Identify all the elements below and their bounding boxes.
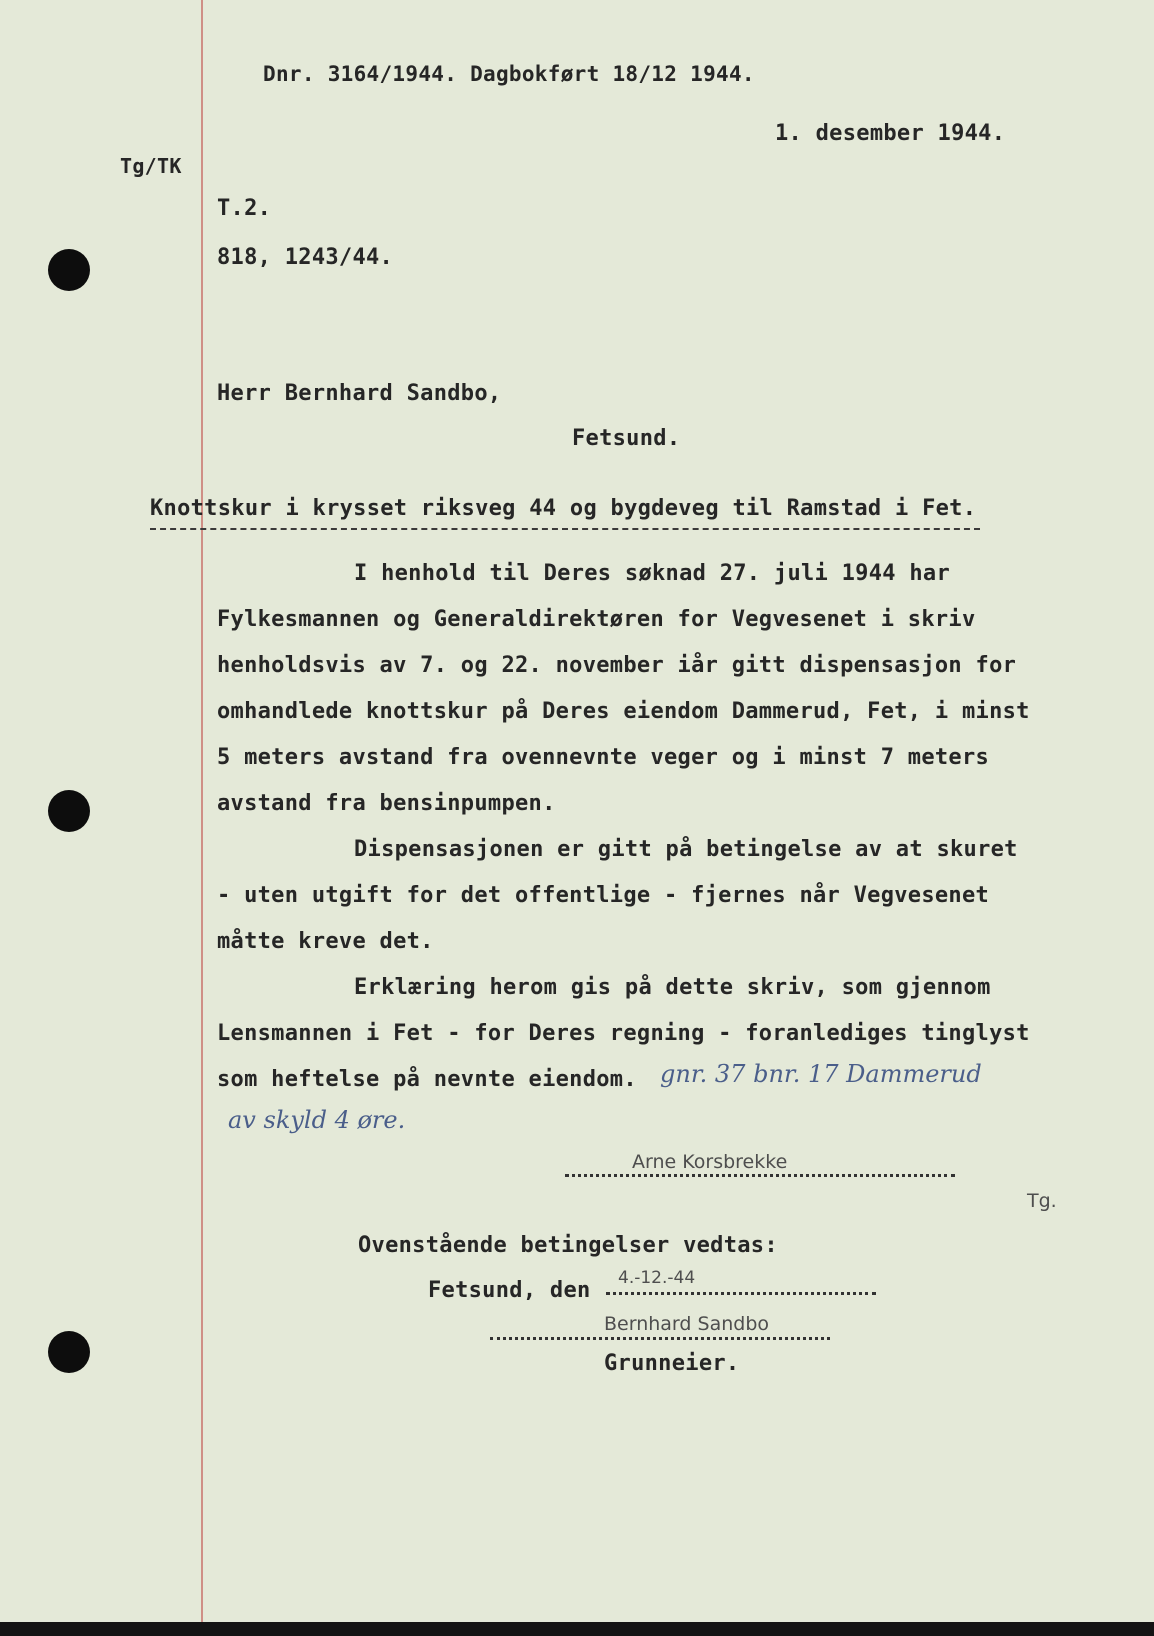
punch-hole-middle bbox=[48, 790, 90, 832]
body-line: som heftelse på nevnte eiendom. bbox=[217, 1067, 637, 1092]
landowner-name: Bernhard Sandbo bbox=[604, 1313, 769, 1335]
subject-underline bbox=[150, 528, 980, 530]
signatory-name: Arne Korsbrekke bbox=[632, 1151, 788, 1173]
body-line: - uten utgift for det offentlige - fjernes når Vegvesenet bbox=[217, 883, 990, 908]
body-line: henholdsvis av 7. og 22. november iår gitt dispensasjon for bbox=[217, 653, 1017, 678]
body-line: 5 meters avstand fra ovennevnte veger og i minst 7 meters bbox=[217, 745, 990, 770]
handwritten-note-line-2: av skyld 4 øre. bbox=[228, 1106, 406, 1134]
acceptance-date-value: 4.-12.-44 bbox=[618, 1268, 696, 1288]
recipient-name: Herr Bernhard Sandbo, bbox=[217, 381, 502, 406]
margin-rule bbox=[201, 0, 203, 1636]
place-date-prefix: Fetsund, den bbox=[428, 1278, 591, 1303]
body-line: omhandlede knottskur på Deres eiendom Dammerud, Fet, i minst bbox=[217, 699, 1030, 724]
landowner-dotted-line bbox=[490, 1337, 830, 1340]
body-line: Lensmannen i Fet - for Deres regning - foranlediges tinglyst bbox=[217, 1021, 1030, 1046]
reference-1: T.2. bbox=[217, 196, 272, 221]
punch-hole-bottom bbox=[48, 1331, 90, 1373]
date-dotted-line bbox=[606, 1292, 876, 1295]
body-line: Dispensasjonen er gitt på betingelse av at skuret bbox=[354, 837, 1018, 862]
body-line: måtte kreve det. bbox=[217, 929, 434, 954]
signature-dotted-line bbox=[565, 1174, 955, 1177]
handwritten-note-line-1: gnr. 37 bnr. 17 Dammerud bbox=[660, 1060, 982, 1088]
recipient-place: Fetsund. bbox=[572, 426, 681, 451]
body-line: Fylkesmannen og Generaldirektøren for Vegvesenet i skriv bbox=[217, 607, 976, 632]
subject-line: Knottskur i krysset riksveg 44 og bygdeveg til Ramstad i Fet. bbox=[150, 496, 977, 521]
scan-border bbox=[0, 1622, 1154, 1636]
reference-2: 818, 1243/44. bbox=[217, 245, 394, 270]
signatory-initials: Tg. bbox=[1027, 1190, 1057, 1212]
landowner-role: Grunneier. bbox=[604, 1351, 740, 1376]
body-line: Erklæring herom gis på dette skriv, som gjennom bbox=[354, 975, 991, 1000]
initials: Tg/TK bbox=[120, 154, 182, 178]
body-line: I henhold til Deres søknad 27. juli 1944 har bbox=[354, 561, 950, 586]
punch-hole-top bbox=[48, 249, 90, 291]
body-line: avstand fra bensinpumpen. bbox=[217, 791, 556, 816]
acceptance-statement: Ovenstående betingelser vedtas: bbox=[358, 1233, 778, 1258]
letter-date: 1. desember 1944. bbox=[775, 121, 1006, 146]
dnr-line: Dnr. 3164/1944. Dagbokført 18/12 1944. bbox=[263, 62, 755, 86]
